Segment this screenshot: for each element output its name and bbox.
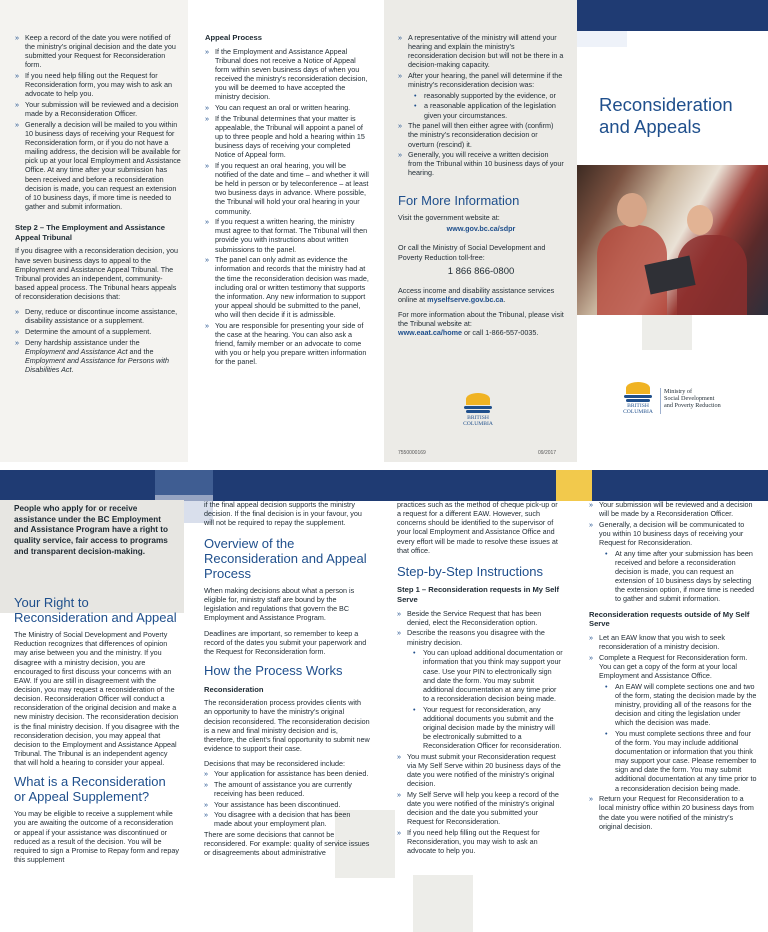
ministry-line: and Poverty Reduction <box>664 402 721 410</box>
list-item: » Beside the Service Request that has been denied, elect the Reconsideration option. <box>397 609 563 627</box>
list-item: • a reasonable application of the legislation given your circumstances. <box>398 101 564 119</box>
band-tab <box>577 31 627 47</box>
list-item: » Generally, you will receive a written decision from the Tribunal within 10 business days of your hearing. <box>398 150 564 177</box>
steps-heading: Step-by-Step Instructions <box>397 563 543 579</box>
bc-logo-text <box>612 403 664 415</box>
logo-line: COLUMBIA <box>623 409 653 416</box>
list-item: • At any time after your submission has been received and before a reconsideration decision is made, you can request an extension of 10 business days by selecting the extension option, if more time is needed to gather and submit information. <box>589 549 757 604</box>
list-item: » If you need help filling out the Request for Reconsideration form, you may wish to ask an advocate to help you. <box>15 71 181 98</box>
list-item: » You are responsible for presenting your side of the case at the hearing. You can also ask a friend, family member or an advocate to come with you or help you prepare written information for the panel. <box>205 321 371 367</box>
list-item: » Generally, a decision will be communicated to you within 10 business days of receiving your Request for Reconsideration. <box>589 520 757 547</box>
step2-text: If you disagree with a reconsideration decision, you have seven business days to appeal to the Employment and Assistance Appeal Tribunal. The Tribunal provides an independent, community-based appeal process. The Tribunal hears appeals of reconsideration decisions that: <box>15 246 179 302</box>
sun-icon <box>466 393 490 405</box>
list-item: » You can request an oral or written hearing. <box>205 103 371 112</box>
list-item: » After your hearing, the panel will determine if the ministry’s reconsideration decision was: <box>398 71 564 89</box>
supplement-cont: if the final appeal decision supports the ministry decision. If the final decision is in your favour, you will not be required to repay the supplement. <box>204 500 362 528</box>
list-item: » If you request a written hearing, the ministry must agree to that format. The Tribunal will then provide you with instructions about written submissions to the panel. <box>205 217 371 254</box>
list-item: » Deny, reduce or discontinue income assistance, disability assistance or a supplement. <box>15 307 181 325</box>
list-item: » If the Employment and Assistance Appeal Tribunal does not receive a Notice of Appeal form within seven business days of when you received the ministry’s reconsideration decision, you will be deemed to have accepted the ministry decision. <box>205 47 371 102</box>
photo-shape <box>687 205 713 235</box>
list-item <box>15 338 181 375</box>
decisions-intro: Decisions that may be reconsidered include: <box>204 759 346 769</box>
photo-shape <box>617 193 647 227</box>
logo-divider <box>660 388 661 414</box>
list-item: » Keep a record of the date you were notified of the ministry’s original decision and the date you submitted your Request for Reconsideration form. <box>15 33 181 70</box>
act-name: Employment and Assistance for Persons with Disabilities Act <box>25 356 169 375</box>
list-item: » If you need help filling out the Request for Reconsideration, you may wish to ask an advocate to help you. <box>397 828 563 855</box>
visit-text: Visit the government website at: <box>398 213 500 223</box>
sun-icon <box>626 382 650 394</box>
top-col-2 <box>205 33 371 370</box>
wave-icon <box>464 406 492 409</box>
wave-icon <box>624 395 652 398</box>
list-item: » The amount of assistance you are currently receiving has been reduced. <box>204 780 370 798</box>
tribunal-contact <box>398 328 564 337</box>
band-accent-block <box>155 470 213 495</box>
wave-icon <box>466 410 490 413</box>
list-item: » A representative of the ministry will attend your hearing and explain the ministry’s reconsideration decision but will not be there in a decision-making capacity. <box>398 33 564 70</box>
how-heading: How the Process Works <box>204 663 343 679</box>
list-item: • You can upload additional documentation or information that you think may support your case. Use your PIN to electronically sign and date the form. You may submit additional documentation at any time prior to a reconsideration decision being made. <box>397 648 563 703</box>
logo-line: BRITISH <box>627 403 649 409</box>
overview-text-2: Deadlines are important, so remember to keep a record of the dates you submit your paperwork and the Request for Reconsideration form. <box>204 628 367 656</box>
list-item: » If you request an oral hearing, you will be notified of the date and time – and whether it will be held in person or by teleconference – at least two business days in advance. Where possible, the Tribunal will hold your oral hearing in your community. <box>205 161 371 216</box>
phone-number: 1 866 866-0800 <box>447 265 515 277</box>
bottom-col-1 <box>14 588 180 870</box>
cannot-text: There are some decisions that cannot be reconsidered. For example: quality of service issues or disagreements about administrative <box>204 830 370 858</box>
list-item: » The panel can only admit as evidence the information and records that the ministry had at the time the reconsideration decision was made, including oral or written testimony that supports the information. Any new information to support your appeal should be submitted to the panel, who will then decide if it is admissible. <box>205 255 371 319</box>
text-fragment: and the <box>127 346 154 356</box>
softbox-low <box>413 875 473 932</box>
notify-list <box>15 33 181 211</box>
reconsideration-text: The reconsideration process provides clients with an opportunity to have the ministry’s original decision reconsidered. The reconsideration decision is a new and final ministry decision and is, therefore, the client’s final opportunity to submit new evidence to support their case. <box>204 698 370 753</box>
step2-list <box>15 307 181 374</box>
bc-logo-text <box>452 415 504 427</box>
ministry-line: Social Development <box>664 395 715 403</box>
list-item: » Generally a decision will be mailed to you within 10 business days of receiving your Request for Reconsideration form, or if you do not have a mailing address, the decision will be available for pick up at your local Employment and Assistance Office. At any time after your submission has been received and before a reconsideration decision is made, you can request an extension of 10 business days, if more time is needed to gather and submit information. <box>15 120 181 211</box>
ministry-name <box>664 388 721 409</box>
appeal-list <box>205 47 371 367</box>
tribunal-text: For more information about the Tribunal, please visit the Tribunal website at: <box>398 310 564 329</box>
more-info-heading: For More Information <box>398 192 520 208</box>
list-item: » Complete a Request for Reconsideration form. You can get a copy of the form at your local Employment and Assistance Office. <box>589 653 757 680</box>
eaat-link[interactable]: www.eaat.ca/home <box>398 328 463 338</box>
bottom-col-2 <box>204 500 370 863</box>
right-text: The Ministry of Social Development and Poverty Reduction recognizes that differences of opinion may arise between you and the ministry. If you disagree with a ministry decision, you are encouraged to first discuss your concerns with an EAW. If you are still in disagreement with the decision, you may request a reconsideration of the decision. Reconsideration Officer will conduct a reconsideration of the original decision and make a new ministry decision. The reconsideration decision is the final ministry decision. If you disagree with the reconsideration decision, you may appeal that decision to the Employment and Assistance Appeal Tribunal. The Tribunal is an independent agency that will hold a hearing to consider your appeal. <box>14 630 180 768</box>
bottom-col-3 <box>397 500 563 859</box>
list-item: • Your request for reconsideration, any additional documents you submit and the original decision made by the ministry will be electronically submitted to a Reconsideration Officer for reconsideration. <box>397 705 563 751</box>
people-photo <box>577 165 768 315</box>
bc-logo <box>458 391 498 429</box>
what-text: You may be eligible to receive a supplement while you are awaiting the outcome of a reconsideration or appeal if your assistance was discontinued or reduced as a result of the decision. You will be required to sign a Promise to Repay form and repay this supplement <box>14 809 179 864</box>
list-item: • An EAW will complete sections one and two of the form, stating the decision made by the ministry, providing all of the reasons for the decision and citing the legislation under which the decision was made. <box>589 682 757 728</box>
list-item: » Your submission will be reviewed and a decision will be made by a Reconsideration Officer. <box>589 500 757 518</box>
list-item: » You disagree with a decision that has been made about your employment plan. <box>204 810 370 828</box>
decisions-list <box>204 769 370 828</box>
brochure-title <box>599 94 733 138</box>
review-list <box>589 500 757 604</box>
text-fragment: Access income and disability assistance services online at <box>398 285 555 304</box>
call-text: Or call the Ministry of Social Development and Poverty Reduction toll-free: <box>398 243 546 262</box>
hearing-list <box>398 33 564 178</box>
accent-box <box>642 315 692 350</box>
intro-text: People who apply for or receive assistance under the BC Employment and Assistance Program have a right to quality service, fair access to programs and transparent decision-making. <box>14 504 168 556</box>
step2-heading: Step 2 – The Employment and Assistance Appeal Tribunal <box>15 223 165 242</box>
appeal-process-heading: Appeal Process <box>205 33 262 42</box>
list-item: » If the Tribunal determines that your matter is appealable, the Tribunal will appoint a panel of up to three people and hold a hearing within 15 business days of receiving your completed Notice of Appeal form. <box>205 114 371 160</box>
text-fragment: Deny hardship assistance under the <box>25 337 140 347</box>
list-item: » Your assistance has been discontinued. <box>204 800 370 809</box>
overview-heading: Overview of the Reconsideration and Appeal Process <box>204 536 367 581</box>
list-item: » Return your Request for Reconsideration to a local ministry office within 20 business days from the date you were notified of the ministry’s original decision. <box>589 794 757 831</box>
top-col-1 <box>15 33 181 378</box>
list-item: » My Self Serve will help you keep a record of the date you were notified of the ministry’s original decision and the date you submitted your Request for Reconsideration. <box>397 790 563 827</box>
gold-block <box>556 470 592 501</box>
gov-website-link[interactable] <box>398 224 564 233</box>
text-fragment: . <box>503 294 506 304</box>
bottom-band <box>0 470 768 501</box>
list-item: » Let an EAW know that you wish to seek reconsideration of a ministry decision. <box>589 633 757 651</box>
list-item: » Your submission will be reviewed and a decision made by a Reconsideration Officer. <box>15 100 181 118</box>
form-code: 7550000169 <box>398 450 426 456</box>
access-text <box>398 286 564 304</box>
top-panel <box>0 0 768 462</box>
list-item: » You must submit your Reconsideration request via My Self Serve within 20 business days of the date you were notified of the ministry’s original decision. <box>397 752 563 789</box>
title-line: Reconsideration <box>599 94 733 115</box>
outside-list <box>589 633 757 831</box>
practices-cont: practices such as the method of cheque pick-up or a request for a different EAW. However, such concerns should be identified to the supervisor of your local Employment and Assistance Office and every effort will be made to resolve these issues at that office. <box>397 500 558 555</box>
logo-line: COLUMBIA <box>463 421 493 428</box>
list-item: » The panel will then either agree with (confirm) the ministry’s reconsideration decision or overturn (rescind) it. <box>398 121 564 148</box>
top-col-3 <box>398 33 564 343</box>
reconsideration-subheading: Reconsideration <box>204 684 264 694</box>
ministry-line: Ministry of <box>664 388 693 395</box>
gov-url[interactable]: www.gov.bc.ca/sdpr <box>446 224 516 234</box>
right-heading: Your Right to Reconsideration and Appeal <box>14 595 177 625</box>
outside-heading: Reconsideration requests outside of My Self Serve <box>589 609 750 629</box>
text-fragment: . <box>71 365 74 375</box>
step1-heading: Step 1 – Reconsideration requests in My Self Serve <box>397 585 560 605</box>
text-fragment: or call 1-866-557-0035. <box>462 328 539 338</box>
myselfserve-link[interactable]: myselfserve.gov.bc.ca <box>427 294 504 304</box>
what-heading: What is a Reconsideration or Appeal Supplement? <box>14 774 166 804</box>
list-item: • You must complete sections three and four of the form. You may include additional documentation or information that you think may support your case. Please remember to sign and date the form. You may submit additional documentation at any time prior to a reconsideration decision being made. <box>589 729 757 793</box>
step1-list <box>397 609 563 856</box>
top-right-band <box>577 0 768 31</box>
bottom-col-4 <box>589 500 757 835</box>
act-name: Employment and Assistance Act <box>25 346 128 356</box>
form-date: 09/2017 <box>538 450 557 456</box>
list-item: » Describe the reasons you disagree with the ministry decision. <box>397 628 563 646</box>
list-item: • reasonably supported by the evidence, or <box>398 91 564 100</box>
overview-text-1: When making decisions about what a person is eligible for, ministry staff are bound by the legislation and regulations that govern the BC Employment and Assistance Program. <box>204 586 355 623</box>
logo-line: BRITISH <box>467 415 489 421</box>
bottom-panel <box>0 470 768 932</box>
wave-icon <box>626 399 650 402</box>
list-item: » Your application for assistance has been denied. <box>204 769 370 778</box>
title-line: and Appeals <box>599 116 701 138</box>
bc-logo-cover <box>618 382 658 416</box>
list-item: » Determine the amount of a supplement. <box>15 327 181 336</box>
